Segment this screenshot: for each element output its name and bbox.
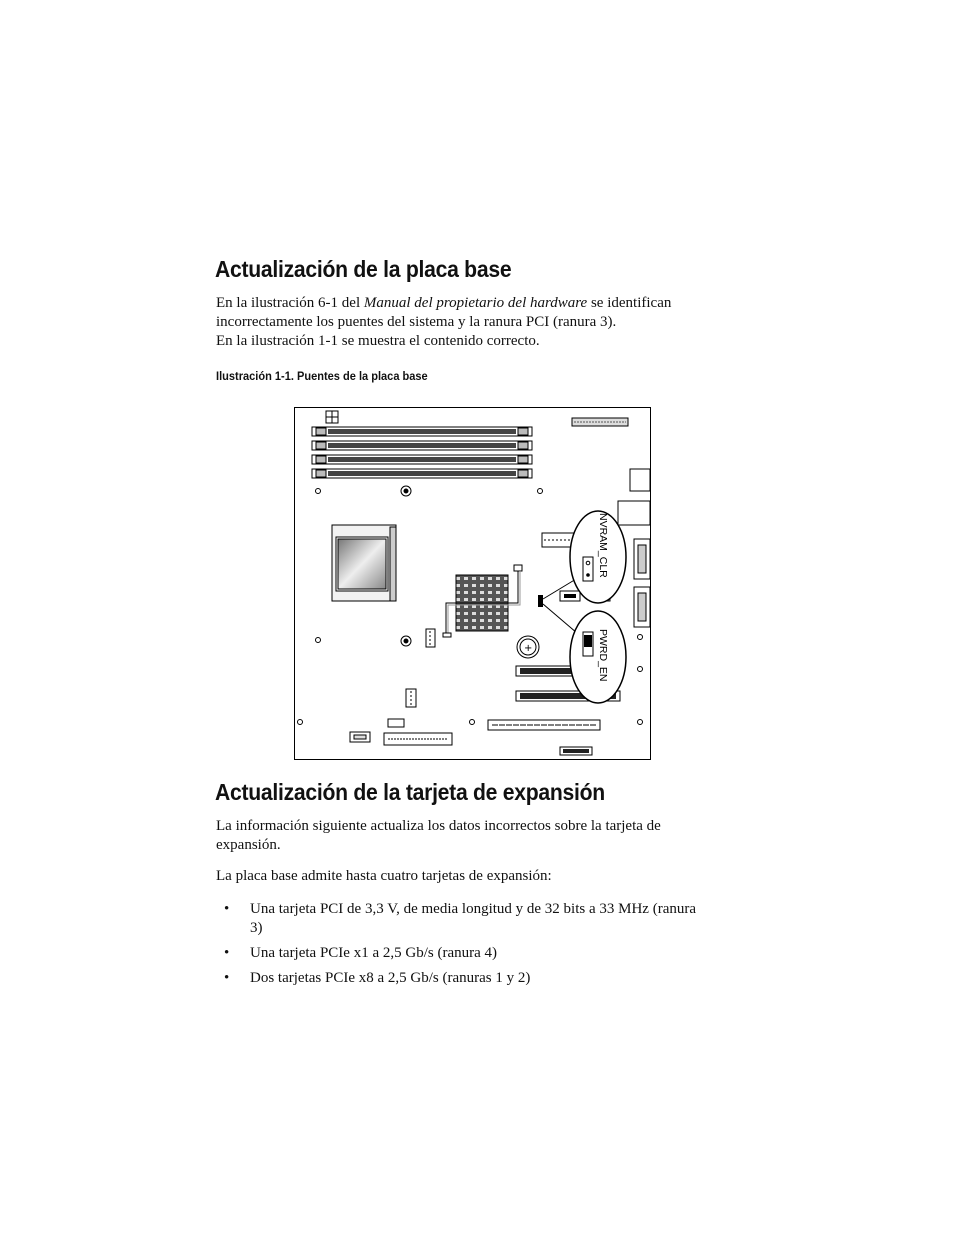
pwrd-en-callout	[570, 611, 626, 703]
motherboard-paragraph	[216, 294, 706, 332]
section-title-motherboard: Actualización de la placa base	[215, 256, 512, 282]
list-item-text: Una tarjeta PCI de 3,3 V, de media longitud y de 32 bits a 33 MHz (ranura 3)	[250, 901, 697, 936]
manual-title: Manual del propietario del hardware	[363, 295, 588, 311]
correct-content-note: En la ilustración 1-1 se muestra el contenido correcto.	[216, 333, 540, 349]
nvram-clr-callout	[570, 511, 626, 603]
expansion-support-text: La placa base admite hasta cuatro tarjetas de expansión:	[216, 868, 552, 884]
bullet-marker: •	[224, 901, 230, 917]
list-item	[216, 969, 696, 988]
dimm-slot-1	[312, 427, 532, 436]
dimm-slot-3	[312, 455, 532, 464]
list-item-text: Una tarjeta PCIe x1 a 2,5 Gb/s (ranura 4)	[250, 945, 498, 961]
list-item	[216, 944, 696, 963]
expansion-card-list	[216, 900, 696, 994]
small-header	[514, 565, 522, 571]
bullet-marker: •	[224, 945, 230, 961]
section-title-expansion-card: Actualización de la tarjeta de expansión	[215, 779, 605, 805]
jumper-block	[538, 595, 543, 607]
list-item-text: Dos tarjetas PCIe x8 a 2,5 Gb/s (ranuras 1 y 2)	[250, 970, 531, 986]
figure-caption: Ilustración 1-1. Puentes de la placa base	[216, 369, 428, 383]
nvram-jumper	[583, 557, 593, 581]
list-item	[216, 900, 696, 938]
dimm-slot-4	[312, 469, 532, 478]
dimm-slot-2	[312, 441, 532, 450]
front-panel-connector	[388, 719, 404, 727]
motherboard-diagram	[294, 407, 651, 760]
paragraph-text-end: se identifican incorrectamente los puentes del sistema y la ranura PCI (ranura 3).	[216, 295, 672, 330]
expansion-paragraph: La información siguiente actualiza los datos incorrectos sobre la tarjeta de expansión.	[216, 818, 661, 853]
cpu-socket	[332, 525, 396, 601]
bullet-marker: •	[224, 970, 230, 986]
svg-text:+: +	[524, 643, 533, 654]
pwrd-en-label: PWRD_EN	[597, 629, 609, 682]
paragraph-text-start: En la ilustración 6-1 del	[216, 295, 364, 311]
nvram-clr-label: NVRAM_CLR	[597, 513, 609, 578]
motherboard-figure	[294, 407, 651, 760]
